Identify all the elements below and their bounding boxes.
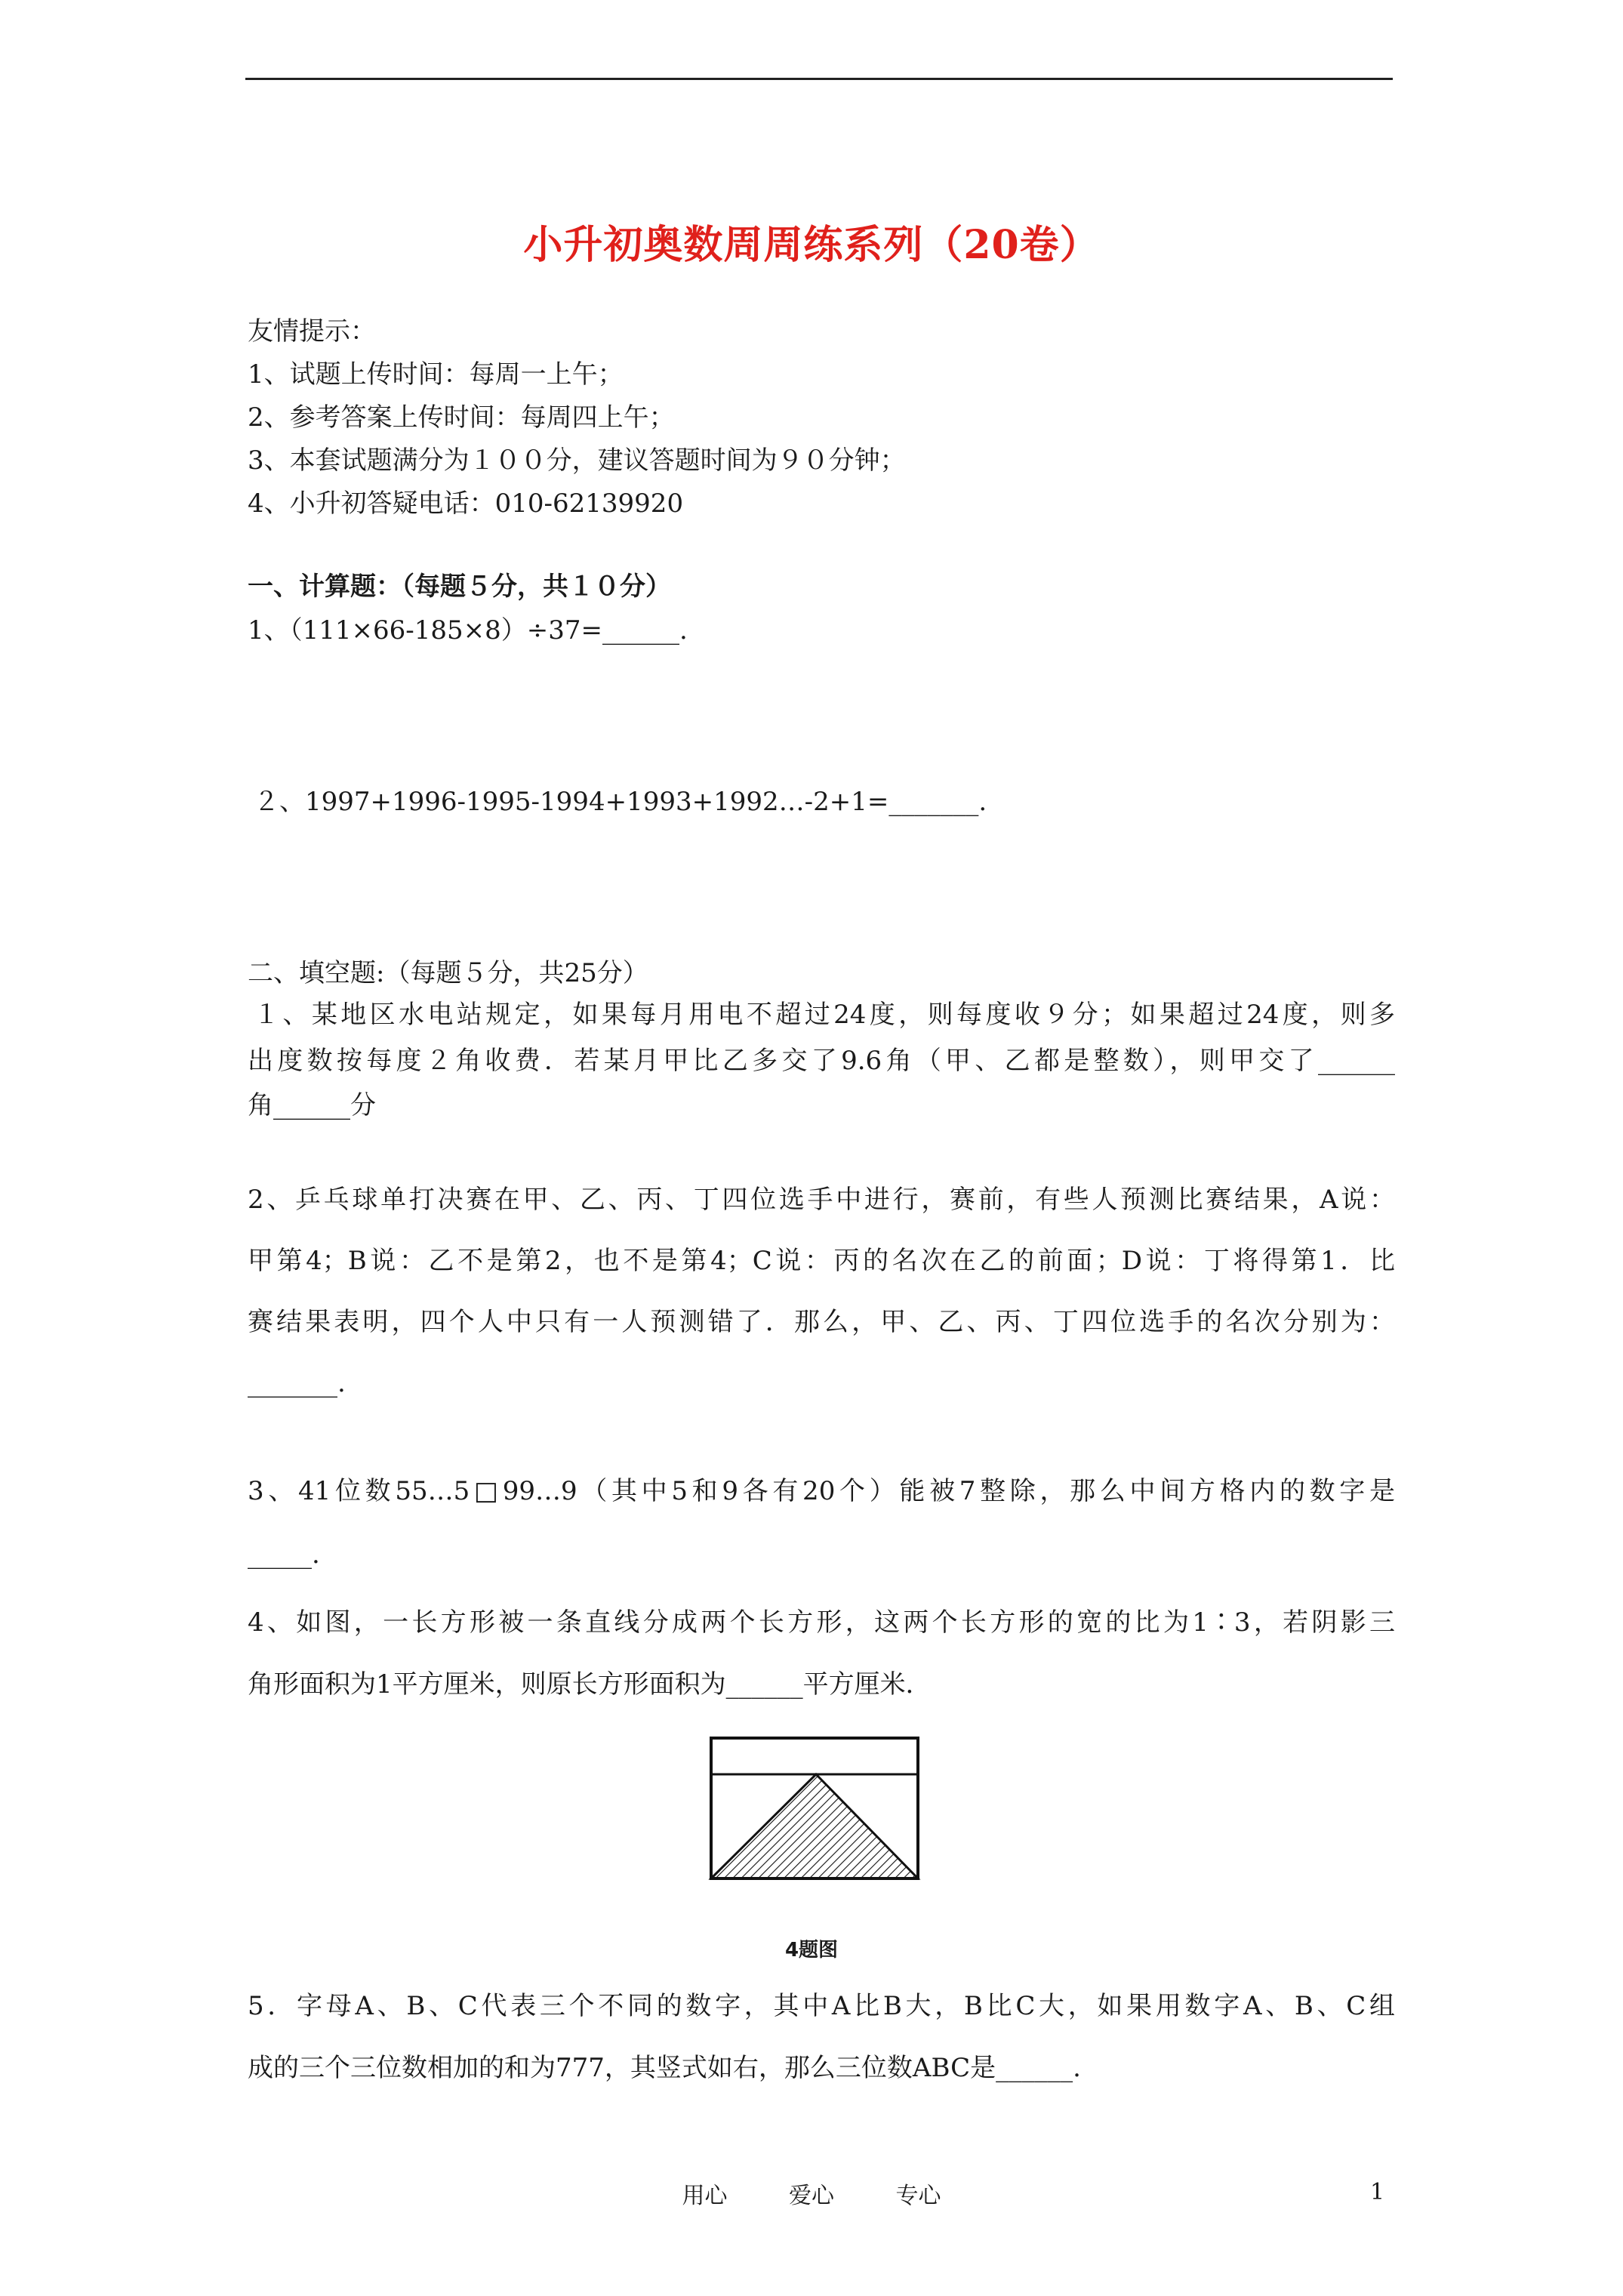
section2-q3-line-1: 3、41位数55…5□99…9（其中5和9各有20个）能被7整除，那么中间方格内的数字是 [248,1476,1395,1506]
page-title: 小升初奥数周周练系列（20卷） [523,222,1100,268]
section1-heading: 一、计算题：（每题５分，共１０分） [248,572,671,602]
footer-item-3: 专心 [895,2183,941,2209]
section2-q5-line-2: 成的三个三位数相加的和为777，其竖式如右，那么三位数ABC是______. [248,2053,1081,2083]
section2-q4-line-2: 角形面积为1平方厘米，则原长方形面积为______平方厘米． [248,1669,932,1700]
section2-q1-line-2: 出度数按每度２角收费．若某月甲比乙多交了9.6角（甲、乙都是整数），则甲交了______ [248,1046,1395,1076]
section2-q5-line-1: 5．字母A、B、C代表三个不同的数字，其中A比B大，B比C大，如果用数字A、B、C组 [248,1991,1395,2021]
section2-q1-line-3: 角______分 [248,1090,376,1120]
section1-question-2: ２、1997+1996-1995-1994+1993+1992…-2+1=_______. [254,787,987,817]
section2-q2-line-4: _______. [248,1368,346,1398]
section2-q2-line-3: 赛结果表明，四个人中只有一人预测错了．那么，甲、乙、丙、丁四位选手的名次分别为： [248,1307,1395,1337]
header-rule [245,78,1393,80]
tips-heading: 友情提示： [248,316,376,347]
figure-caption: 4题图 [784,1939,839,1962]
rectangle-triangle-figure [702,1729,929,1888]
section2-q4-line-1: 4、如图，一长方形被一条直线分成两个长方形，这两个长方形的宽的比为1∶3，若阴影三 [248,1607,1395,1638]
section1-question-1: 1、（111×66-185×8）÷37=______. [248,615,688,646]
section2-heading: 二、填空题:（每题５分，共25分） [248,958,648,988]
footer-item-1: 用心 [682,2183,728,2209]
tip-item-3: 3、本套试题满分为１００分，建议答题时间为９０分钟； [248,445,906,476]
tip-item-4: 4、小升初答疑电话：010-62139920 [248,488,684,519]
section2-q2-line-2: 甲第4；B说：乙不是第2，也不是第4；C说：丙的名次在乙的前面；D说：丁将得第1．比 [248,1246,1395,1276]
page-number: 1 [1370,2179,1385,2205]
tip-item-2: 2、参考答案上传时间：每周四上午； [248,402,675,433]
footer-item-2: 爱心 [789,2183,834,2209]
section2-q3-line-2: _____. [248,1539,320,1570]
section2-q1-line-1: １、某地区水电站规定，如果每月用电不超过24度，则每度收９分；如果超过24度，则多 [254,1000,1395,1030]
section2-q2-line-1: 2、乒乓球单打决赛在甲、乙、丙、丁四位选手中进行，赛前，有些人预测比赛结果，A说： [248,1185,1395,1215]
tip-item-1: 1、试题上传时间：每周一上午； [248,359,624,390]
